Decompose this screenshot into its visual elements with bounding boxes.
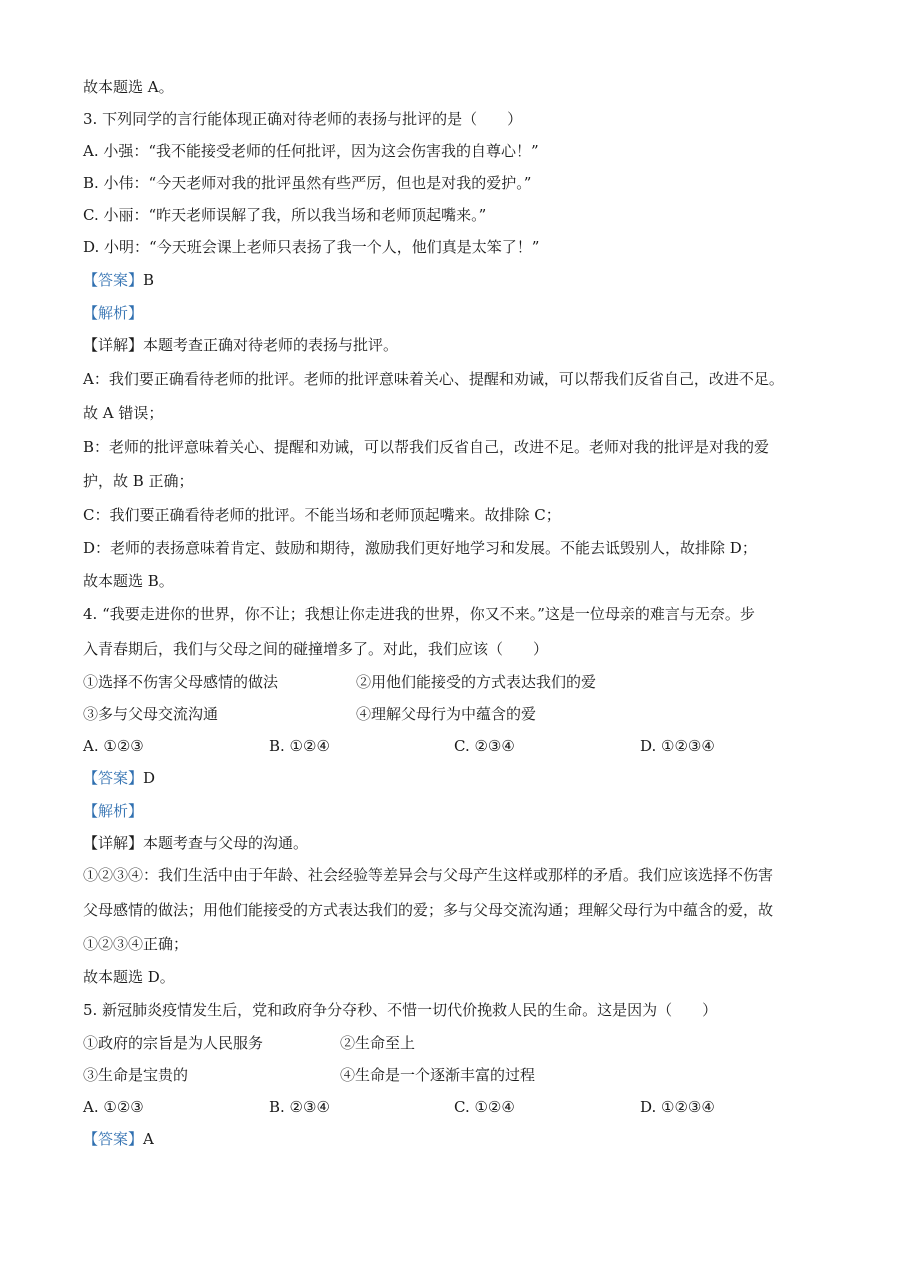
q4-detail: 【详解】本题考查与父母的沟通。 [83,834,309,852]
q5-stem: 5. 新冠肺炎疫情发生后，党和政府争分夺秒、不惜一切代价挽救人民的生命。这是因为（ ） [83,1001,718,1019]
q3-stem: 3. 下列同学的言行能体现正确对待老师的表扬与批评的是（ ） [83,110,523,128]
q4-conclusion: 故本题选 D。 [83,968,175,986]
q4-statement-2: ②用他们能接受的方式表达我们的爱 [356,673,597,691]
q2-conclusion: 故本题选 A。 [83,78,174,96]
q3-detail: 【详解】本题考查正确对待老师的表扬与批评。 [83,336,399,354]
q3-explain-c: C：我们要正确看待老师的批评。不能当场和老师顶起嘴来。故排除 C； [83,506,561,524]
q4-statement-3: ③多与父母交流沟通 [83,705,219,723]
q4-statement-4: ④理解父母行为中蕴含的爱 [356,705,537,723]
q5-statement-3: ③生命是宝贵的 [83,1066,189,1084]
q3-answer [83,270,154,290]
q3-explain-b2: 护，故 B 正确； [83,472,194,490]
q5-answer [83,1129,154,1149]
q4-choice-b: B. ①②④ [269,737,330,755]
q4-choice-c: C. ②③④ [454,737,515,755]
q5-choice-a: A. ①②③ [83,1098,144,1116]
q4-explain-1: ①②③④：我们生活中由于年龄、社会经验等差异会与父母产生这样或那样的矛盾。我们应该选择不伤害 [83,866,774,884]
q4-choice-d: D. ①②③④ [640,737,715,755]
q3-explain-b1: B：老师的批评意味着关心、提醒和劝诫，可以帮我们反省自己，改进不足。老师对我的批评是对我的爱 [83,438,770,456]
answer-tag: 【答案】 [83,1130,144,1148]
answer-tag: 【答案】 [83,271,144,289]
q5-statement-4: ④生命是一个逐渐丰富的过程 [340,1066,536,1084]
q4-explain-2: 父母感情的做法；用他们能接受的方式表达我们的爱；多与父母交流沟通；理解父母行为中蕴含的爱，故 [83,901,774,919]
answer-tag: 【答案】 [83,769,144,787]
q3-option-c: C. 小丽：“昨天老师误解了我，所以我当场和老师顶起嘴来。” [83,206,487,224]
q5-choice-b: B. ②③④ [269,1098,330,1116]
q5-choice-c: C. ①②④ [454,1098,515,1116]
q3-explain-a2: 故 A 错误； [83,404,164,422]
q3-option-b: B. 小伟：“今天老师对我的批评虽然有些严厉，但也是对我的爱护。” [83,174,532,192]
q3-explain-a1: A：我们要正确看待老师的批评。老师的批评意味着关心、提醒和劝诫，可以帮我们反省自己，改进不足。 [83,370,784,388]
q5-statement-1: ①政府的宗旨是为人民服务 [83,1034,264,1052]
q4-statement-1: ①选择不伤害父母感情的做法 [83,673,279,691]
answer-value: B [143,271,155,289]
q4-analysis-tag: 【解析】 [83,802,144,820]
q4-choice-a: A. ①②③ [83,737,144,755]
answer-value: A [143,1130,154,1148]
answer-value: D [143,769,156,787]
q5-choice-d: D. ①②③④ [640,1098,715,1116]
q3-option-a: A. 小强：“我不能接受老师的任何批评，因为这会伤害我的自尊心！” [83,142,539,160]
q3-conclusion: 故本题选 B。 [83,572,174,590]
q4-stem-2: 入青春期后，我们与父母之间的碰撞增多了。对此，我们应该（ ） [83,640,549,658]
q5-statement-2: ②生命至上 [340,1034,416,1052]
q4-answer [83,768,155,788]
q4-stem-1: 4. “我要走进你的世界，你不让；我想让你走进我的世界，你又不来。”这是一位母亲的难言与无奈。步 [83,605,755,623]
q3-option-d: D. 小明：“今天班会课上老师只表扬了我一个人，他们真是太笨了！” [83,238,540,256]
q3-explain-d: D：老师的表扬意味着肯定、鼓励和期待，激励我们更好地学习和发展。不能去诋毁别人，故排除 D； [83,539,757,557]
q3-analysis-tag: 【解析】 [83,304,144,322]
q4-explain-3: ①②③④正确； [83,935,189,953]
